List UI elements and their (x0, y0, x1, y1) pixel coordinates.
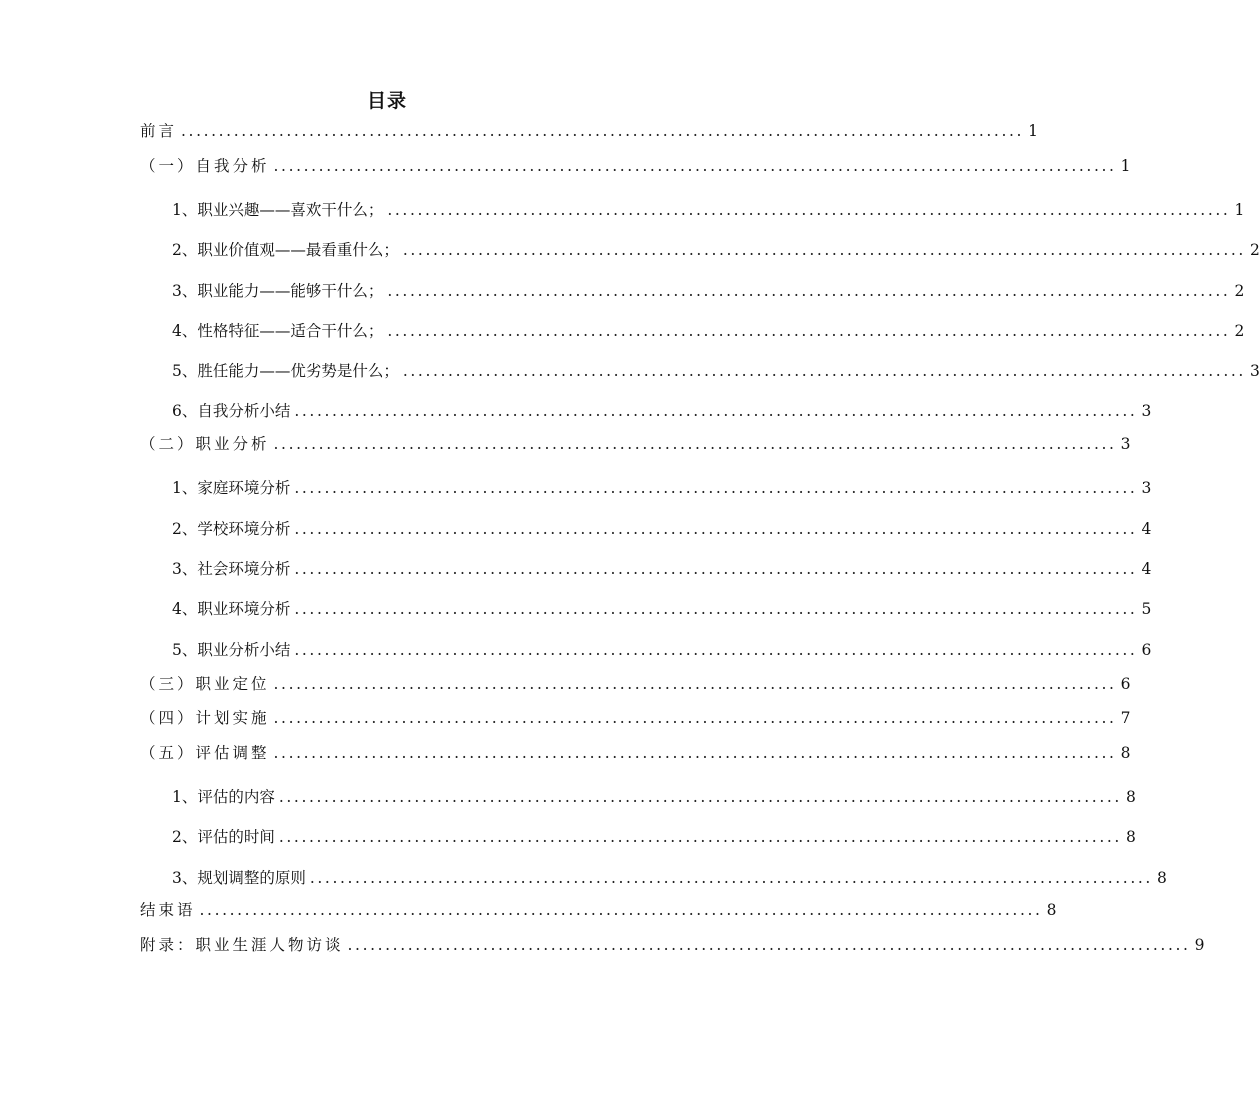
toc-entry-label: 前言 (140, 122, 178, 140)
toc-page-number: 3 (1141, 479, 1152, 497)
toc-entry-2-5[interactable] (172, 637, 1152, 663)
toc-entry-label: 附录：职业生涯人物访谈 (140, 936, 344, 954)
toc-entry-label: （四）计划实施 (140, 709, 270, 727)
toc-page-number: 8 (1126, 828, 1136, 846)
toc-entry-label: 2、评估的时间 (172, 828, 275, 846)
toc-entry-label: 3、社会环境分析 (172, 560, 291, 578)
dot-leader: ................................................................................................................ (294, 520, 1138, 538)
toc-entry-2-2[interactable] (172, 516, 1152, 542)
dot-leader: ................................................................................................................ (278, 788, 1122, 806)
toc-entry-5-2[interactable] (172, 824, 1136, 850)
toc-entry-1-5[interactable] (172, 358, 1260, 384)
toc-page-number: 8 (1046, 901, 1057, 919)
toc-entry-1-4[interactable] (172, 318, 1245, 344)
dot-leader: ................................................................................................................ (387, 322, 1231, 340)
dot-leader: ................................................................................................................ (181, 122, 1025, 140)
toc-entry-label: 5、胜任能力——优劣势是什么； (172, 362, 399, 380)
dot-leader: ................................................................................................................ (387, 282, 1231, 300)
toc-page-number: 6 (1141, 641, 1152, 659)
dot-leader: ................................................................................................................ (273, 157, 1117, 175)
toc-entry-label: 2、学校环境分析 (172, 520, 291, 538)
toc-entry-label: 4、职业环境分析 (172, 600, 291, 618)
toc-entry-label: 结束语 (140, 901, 196, 919)
toc-page-number: 8 (1120, 744, 1131, 762)
dot-leader: ................................................................................................................ (273, 744, 1117, 762)
dot-leader: ................................................................................................................ (294, 560, 1138, 578)
toc-entry-label: （二）职业分析 (140, 435, 270, 453)
toc-page-number: 1 (1120, 157, 1131, 175)
toc-entry-2-4[interactable] (172, 596, 1152, 622)
dot-leader: ................................................................................................................ (294, 402, 1138, 420)
toc-page-number: 1 (1028, 122, 1039, 140)
toc-entry-label: （五）评估调整 (140, 744, 270, 762)
dot-leader: ................................................................................................................ (294, 600, 1138, 618)
toc-page-number: 4 (1141, 560, 1152, 578)
toc-page-number: 3 (1141, 402, 1152, 420)
dot-leader: ................................................................................................................ (294, 641, 1138, 659)
toc-entry-section-5[interactable] (140, 740, 1131, 766)
toc-page-number: 8 (1126, 788, 1136, 806)
toc-entry-label: 2、职业价值观——最看重什么； (172, 241, 399, 259)
toc-entry-label: （三）职业定位 (140, 675, 270, 693)
toc-entry-1-3[interactable] (172, 278, 1245, 304)
toc-entry-label: 3、规划调整的原则 (172, 869, 306, 887)
toc-entry-label: 6、自我分析小结 (172, 402, 291, 420)
toc-entry-label: 1、评估的内容 (172, 788, 275, 806)
toc-entry-section-1[interactable] (140, 153, 1131, 179)
toc-page-number: 6 (1120, 675, 1131, 693)
toc-entry-5-1[interactable] (172, 784, 1136, 810)
dot-leader: ................................................................................................................ (309, 869, 1153, 887)
toc-entry-label: 3、职业能力——能够干什么； (172, 282, 384, 300)
dot-leader: ................................................................................................................ (294, 479, 1138, 497)
toc-entry-label: 4、性格特征——适合干什么； (172, 322, 384, 340)
dot-leader: ................................................................................................................ (347, 936, 1191, 954)
toc-entry-1-2[interactable] (172, 237, 1260, 263)
toc-page-number: 2 (1234, 322, 1245, 340)
dot-leader: ................................................................................................................ (278, 828, 1122, 846)
toc-entry-section-3[interactable] (140, 671, 1131, 697)
toc-page-number: 2 (1234, 282, 1245, 300)
toc-entry-1-1[interactable] (172, 197, 1245, 223)
toc-page-number: 5 (1141, 600, 1152, 618)
toc-entry-preface[interactable] (140, 118, 1039, 144)
toc-entry-label: 1、职业兴趣——喜欢干什么； (172, 201, 384, 219)
dot-leader: ................................................................................................................ (199, 901, 1043, 919)
toc-entry-label: 5、职业分析小结 (172, 641, 291, 659)
toc-entry-1-6[interactable] (172, 398, 1152, 424)
toc-entry-5-3[interactable] (172, 865, 1167, 891)
dot-leader: ................................................................................................................ (273, 709, 1117, 727)
dot-leader: ................................................................................................................ (273, 675, 1117, 693)
dot-leader: ................................................................................................................ (402, 362, 1246, 380)
toc-page-number: 4 (1141, 520, 1152, 538)
toc-entry-conclusion[interactable] (140, 897, 1057, 923)
toc-entry-label: 1、家庭环境分析 (172, 479, 291, 497)
toc-entry-2-3[interactable] (172, 556, 1152, 582)
toc-page-number: 8 (1157, 869, 1167, 887)
toc-entry-2-1[interactable] (172, 475, 1152, 501)
toc-page-number: 3 (1250, 362, 1260, 380)
toc-page-number: 7 (1120, 709, 1131, 727)
toc-page-number: 1 (1234, 201, 1245, 219)
toc-entry-appendix[interactable] (140, 932, 1205, 958)
toc-page-number: 3 (1120, 435, 1131, 453)
toc-entry-section-2[interactable] (140, 431, 1131, 457)
dot-leader: ................................................................................................................ (402, 241, 1246, 259)
toc-page-number: 2 (1250, 241, 1260, 259)
toc-entry-label: （一）自我分析 (140, 157, 270, 175)
toc-entry-section-4[interactable] (140, 705, 1131, 731)
dot-leader: ................................................................................................................ (387, 201, 1231, 219)
toc-page-number: 9 (1194, 936, 1205, 954)
toc-title: 目录 (366, 90, 407, 112)
dot-leader: ................................................................................................................ (273, 435, 1117, 453)
